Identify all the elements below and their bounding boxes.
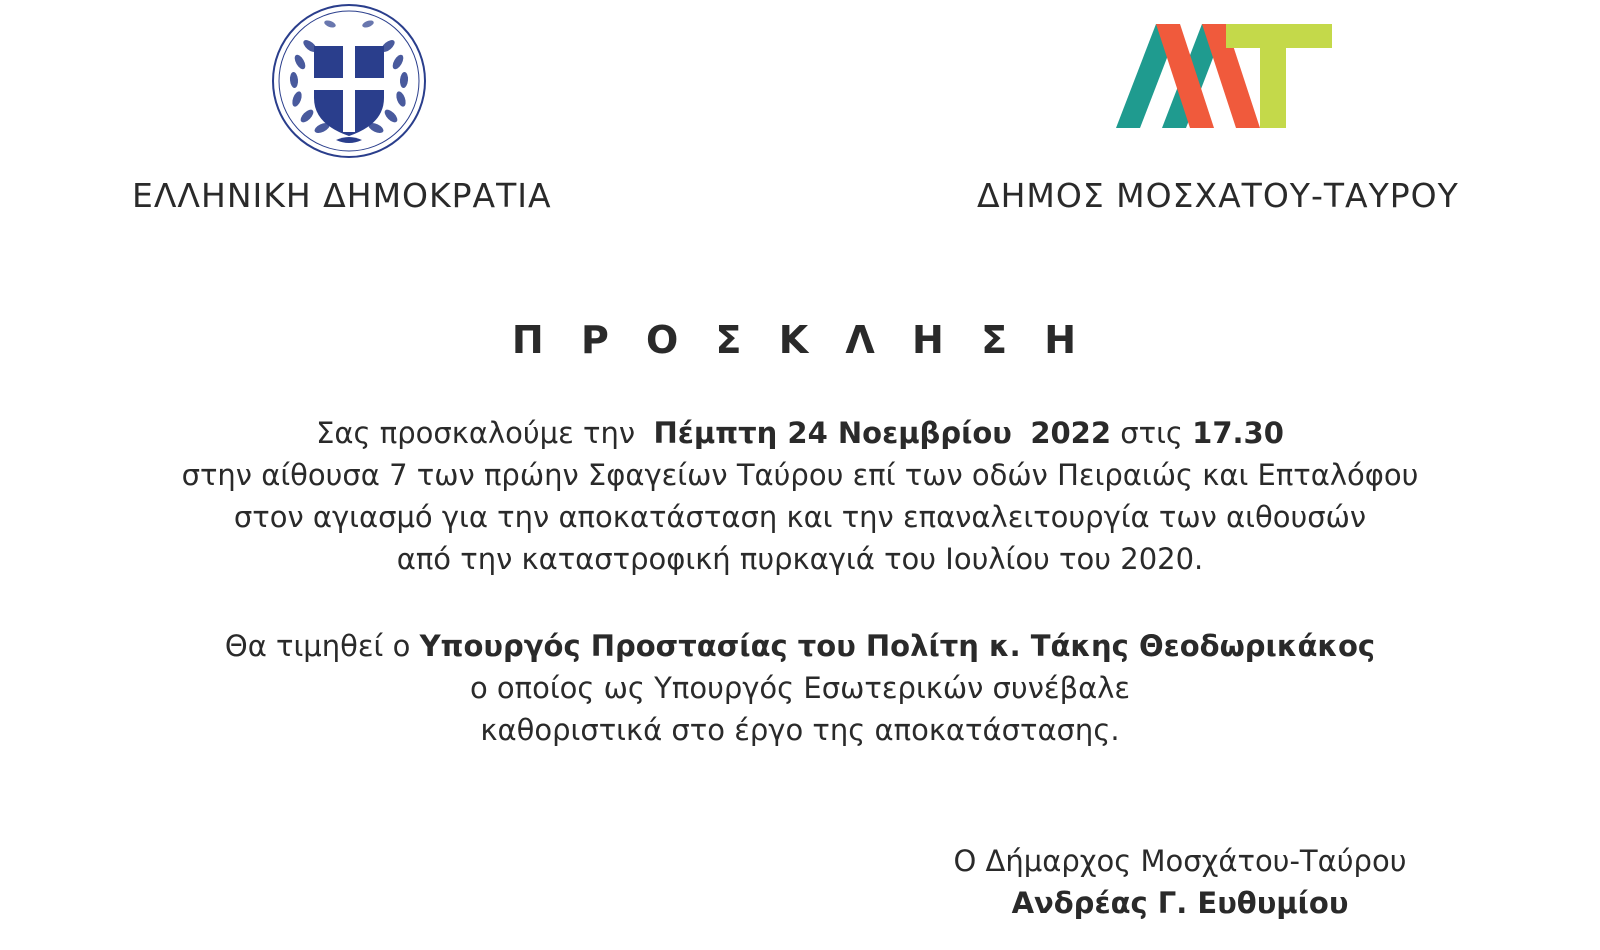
- right-organization-name: ΔΗΜΟΣ ΜΟΣΧΑΤΟΥ-ΤΑΥΡΟΥ: [977, 176, 1459, 215]
- invitation-line-4: από την καταστροφική πυρκαγιά του Ιουλίου του 2020.: [396, 542, 1204, 576]
- invitation-line-2: στην αίθουσα 7 των πρώην Σφαγείων Ταύρου επί των οδών Πειραιώς και Επταλόφου: [181, 458, 1419, 492]
- document-title: Π Ρ Ο Σ Κ Λ Η Σ Η: [511, 318, 1089, 362]
- left-organization-name: ΕΛΛΗΝΙΚΗ ΔΗΜΟΚΡΑΤΙΑ: [132, 176, 552, 215]
- invitation-line-3: στον αγιασμό για την αποκατάσταση και την επαναλειτουργία των αιθουσών: [233, 500, 1367, 534]
- honor-line-3: καθοριστικά στο έργο της αποκατάστασης.: [480, 713, 1120, 747]
- signature-name: Ανδρέας Γ. Ευθυμίου: [1011, 886, 1349, 920]
- invitation-paragraph: [0, 412, 1600, 580]
- honor-line-1: Θα τιμηθεί ο Υπουργός Προστασίας του Πολίτη κ. Τάκης Θεοδωρικάκος: [224, 629, 1376, 663]
- honoree-name: Υπουργός Προστασίας του Πολίτη κ. Τάκης Θεοδωρικάκος: [419, 629, 1376, 663]
- event-year: 2022: [1030, 416, 1112, 450]
- signature-block: [900, 840, 1460, 924]
- honor-paragraph: [0, 625, 1600, 751]
- signature-role: Ο Δήμαρχος Μοσχάτου-Ταύρου: [953, 844, 1407, 878]
- event-time: 17.30: [1192, 416, 1284, 450]
- municipality-mt-logo-icon: [1116, 24, 1332, 128]
- greek-coat-of-arms-icon: [270, 2, 428, 160]
- invitation-line-1: Σας προσκαλούμε την Πέμπτη 24 Νοεμβρίου 2022 στις 17.30: [316, 416, 1284, 450]
- honor-line-2: ο οποίος ως Υπουργός Εσωτερικών συνέβαλε: [469, 671, 1131, 705]
- event-date: Πέμπτη 24 Νοεμβρίου: [653, 416, 1012, 450]
